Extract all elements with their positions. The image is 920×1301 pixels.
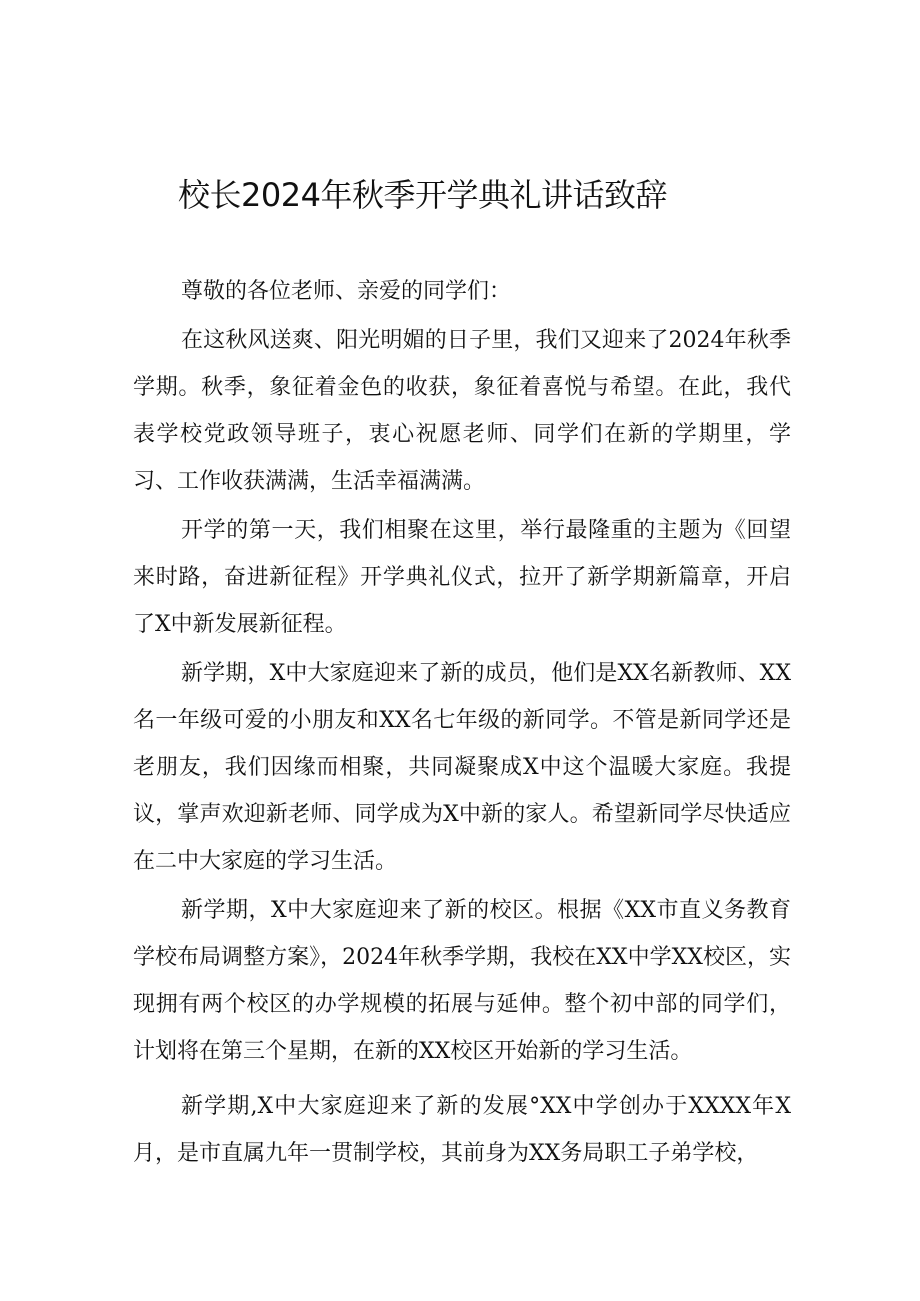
body-paragraph: 新学期，X中大家庭迎来了新的校区。根据《XX市直义务教育学校布局调整方案》，2024年秋季学期，我校在XX中学XX校区，实现拥有两个校区的办学规模的拓展与延伸。整个初中部的同学们，计划将在第三个星期，在新的XX校区开始新的学习生活。 — [133, 898, 791, 1064]
document-title: 校长2024年秋季开学典礼讲话致辞 — [178, 176, 667, 214]
body-paragraph: 新学期,X中大家庭迎来了新的发展°XX中学创办于XXXX年X月，是市直属九年一贯制学校，其前身为XX务局职工子弟学校， — [133, 1094, 791, 1166]
document-body — [133, 268, 791, 1177]
body-paragraph: 在这秋风送爽、阳光明媚的日子里，我们又迎来了2024年秋季学期。秋季，象征着金色的收获，象征着喜悦与希望。在此，我代表学校党政领导班子，衷心祝愿老师、同学们在新的学期里，学习、工作收获满满，生活幸福满满。 — [133, 328, 791, 494]
salutation-paragraph: 尊敬的各位老师、亲爱的同学们： — [181, 279, 512, 304]
body-paragraph: 开学的第一天，我们相聚在这里，举行最隆重的主题为《回望来时路，奋进新征程》开学典礼仪式，拉开了新学期新篇章，开启了X中新发展新征程。 — [133, 518, 791, 637]
body-paragraph: 新学期，X中大家庭迎来了新的成员，他们是XX名新教师、XX名一年级可爱的小朋友和XX名七年级的新同学。不管是新同学还是老朋友，我们因缘而相聚，共同凝聚成X中这个温暖大家庭。我提议，掌声欢迎新老师、同学成为X中新的家人。希望新同学尽快适应在二中大家庭的学习生活。 — [133, 661, 791, 874]
